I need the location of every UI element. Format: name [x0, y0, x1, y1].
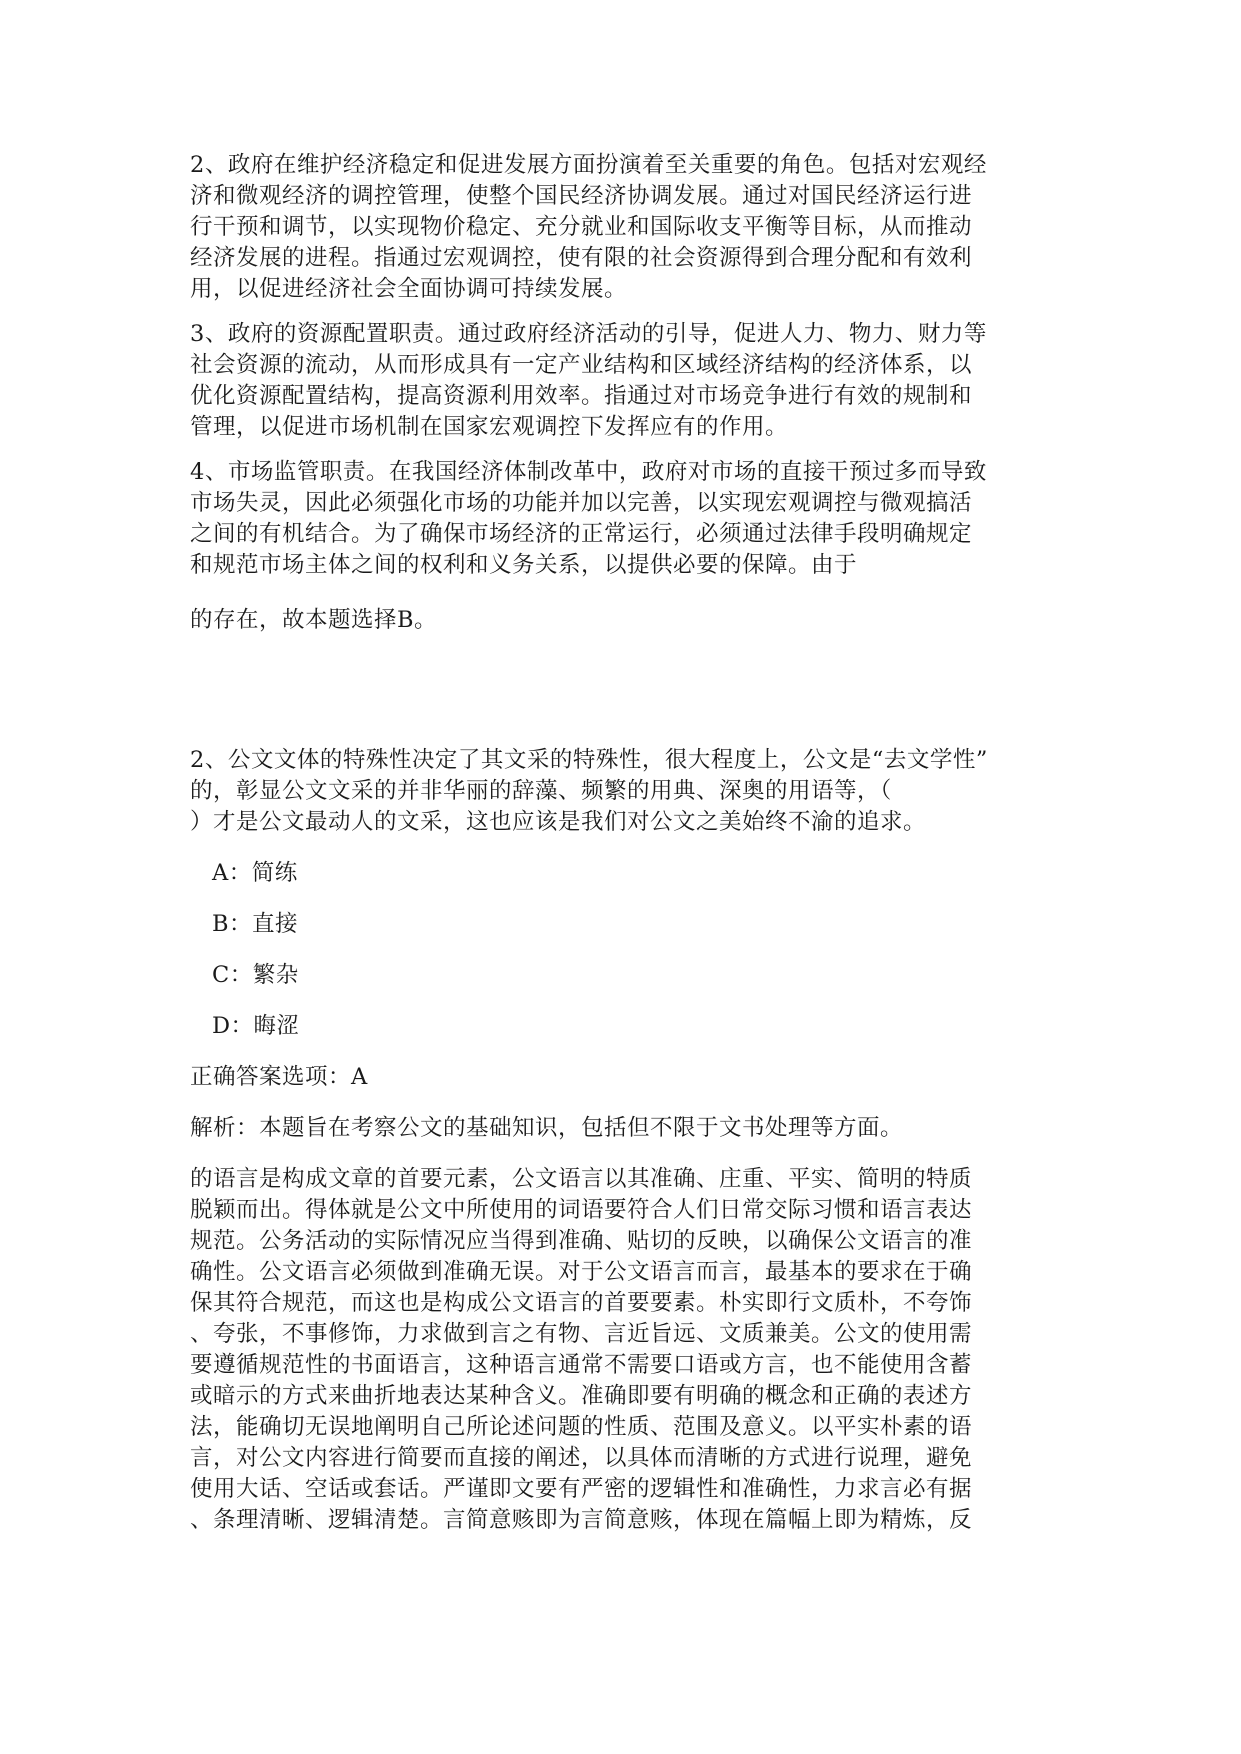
text-line: 之间的有机结合。为了确保市场经济的正常运行，必须通过法律手段明确规定 [190, 521, 973, 547]
text-line: 法，能确切无误地阐明自己所论述问题的性质、范围及意义。以平实朴素的语 [190, 1414, 973, 1440]
paragraph-2 [190, 150, 1060, 305]
analysis-body [190, 1164, 1060, 1536]
text-line: 要遵循规范性的书面语言，这种语言通常不需要口语或方言，也不能使用含蓄 [190, 1352, 973, 1378]
text-line: ）才是公文最动人的文采，这也应该是我们对公文之美始终不渝的追求。 [190, 809, 927, 835]
conclusion-line: 的存在，故本题选择B。 [190, 607, 438, 633]
text-line: 和规范市场主体之间的权利和义务关系，以提供必要的保障。由于 [190, 552, 858, 578]
text-line: 规范。公务活动的实际情况应当得到准确、贴切的反映，以确保公文语言的准 [190, 1228, 973, 1254]
text-line: 用，以促进经济社会全面协调可持续发展。 [190, 276, 628, 302]
text-line: 2、公文文体的特殊性决定了其文采的特殊性，很大程度上，公文是“去文学性” [190, 747, 988, 773]
question-stem [190, 745, 1060, 838]
analysis-heading: 解析：本题旨在考察公文的基础知识，包括但不限于文书处理等方面。 [190, 1115, 904, 1141]
text-line: 脱颖而出。得体就是公文中所使用的词语要符合人们日常交际习惯和语言表达 [190, 1197, 973, 1223]
option-c: C：繁杂 [212, 962, 299, 988]
paragraph-4 [190, 457, 1060, 581]
text-line: 经济发展的进程。指通过宏观调控，使有限的社会资源得到合理分配和有效利 [190, 245, 973, 271]
option-b: B：直接 [212, 911, 299, 937]
text-line: 保其符合规范，而这也是构成公文语言的首要要素。朴实即行文质朴，不夸饰 [190, 1290, 973, 1316]
text-line: 的语言是构成文章的首要元素，公文语言以其准确、庄重、平实、简明的特质 [190, 1166, 973, 1192]
text-line: 社会资源的流动，从而形成具有一定产业结构和区域经济结构的经济体系，以 [190, 352, 973, 378]
text-line: 行干预和调节，以实现物价稳定、充分就业和国际收支平衡等目标，从而推动 [190, 214, 973, 240]
text-line: 管理，以促进市场机制在国家宏观调控下发挥应有的作用。 [190, 414, 789, 440]
text-line: 言，对公文内容进行简要而直接的阐述，以具体而清晰的方式进行说理，避免 [190, 1445, 973, 1471]
text-line: 的，彰显公文文采的并非华丽的辞藻、频繁的用典、深奥的用语等，（ [190, 778, 892, 804]
text-line: 使用大话、空话或套话。严谨即文要有严密的逻辑性和准确性，力求言必有据 [190, 1476, 973, 1502]
text-line: 2、政府在维护经济稳定和促进发展方面扮演着至关重要的角色。包括对宏观经 [190, 152, 987, 178]
text-line: 、夸张，不事修饰，力求做到言之有物、言近旨远、文质兼美。公文的使用需 [190, 1321, 973, 1347]
paragraph-3 [190, 319, 1060, 443]
option-a: A：简练 [212, 860, 298, 886]
text-line: 市场失灵，因此必须强化市场的功能并加以完善，以实现宏观调控与微观搞活 [190, 490, 973, 516]
text-line: 优化资源配置结构，提高资源利用效率。指通过对市场竞争进行有效的规制和 [190, 383, 973, 409]
option-d: D：晦涩 [212, 1013, 300, 1039]
text-line: 确性。公文语言必须做到准确无误。对于公文语言而言，最基本的要求在于确 [190, 1259, 973, 1285]
text-line: 、条理清晰、逻辑清楚。言简意赅即为言简意赅，体现在篇幅上即为精炼，反 [190, 1507, 973, 1533]
text-line: 3、政府的资源配置职责。通过政府经济活动的引导，促进人力、物力、财力等 [190, 321, 987, 347]
correct-answer: 正确答案选项：A [190, 1064, 368, 1090]
text-line: 济和微观经济的调控管理，使整个国民经济协调发展。通过对国民经济运行进 [190, 183, 973, 209]
document-page [190, 150, 1060, 1550]
text-line: 或暗示的方式来曲折地表达某种含义。准确即要有明确的概念和正确的表述方 [190, 1383, 973, 1409]
text-line: 4、市场监管职责。在我国经济体制改革中，政府对市场的直接干预过多而导致 [190, 459, 987, 485]
